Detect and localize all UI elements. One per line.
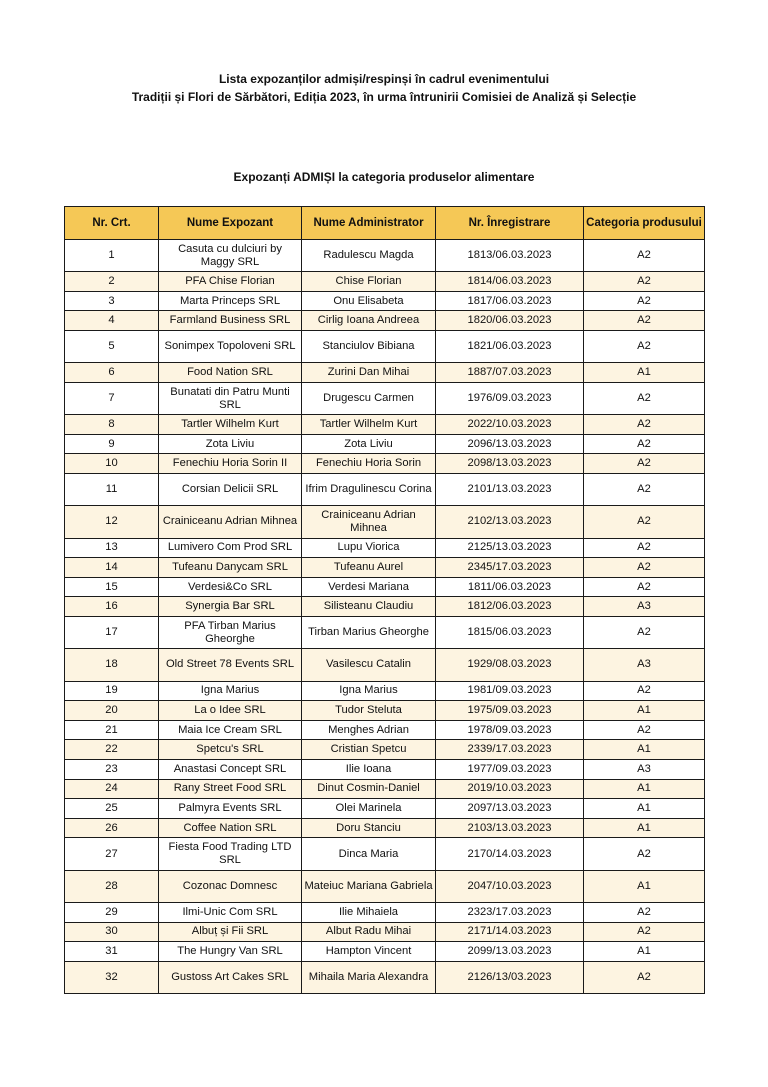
- cell-nume-expozant: Palmyra Events SRL: [159, 799, 302, 819]
- exhibitors-table: [64, 206, 705, 994]
- cell-nume-administrator: Tufeanu Aurel: [302, 558, 436, 578]
- cell-nume-expozant: Spetcu's SRL: [159, 740, 302, 760]
- table-row: [65, 291, 705, 311]
- cell-nume-administrator: Zurini Dan Mihai: [302, 363, 436, 383]
- cell-nume-expozant: The Hungry Van SRL: [159, 942, 302, 962]
- cell-nr-inregistrare: 2099/13.03.2023: [436, 942, 584, 962]
- cell-nume-expozant: Food Nation SRL: [159, 363, 302, 383]
- cell-nume-administrator: Radulescu Magda: [302, 240, 436, 272]
- cell-nr-crt: 17: [65, 617, 159, 649]
- cell-nr-inregistrare: 1817/06.03.2023: [436, 291, 584, 311]
- cell-nume-expozant: Fiesta Food Trading LTD SRL: [159, 838, 302, 870]
- cell-nr-crt: 32: [65, 961, 159, 993]
- cell-nume-administrator: Chise Florian: [302, 272, 436, 292]
- cell-nr-inregistrare: 1821/06.03.2023: [436, 331, 584, 363]
- table-row: [65, 720, 705, 740]
- header-nume-administrator: Nume Administrator: [302, 207, 436, 240]
- header-categoria-produsului: Categoria produsului: [584, 207, 705, 240]
- cell-nume-expozant: Old Street 78 Events SRL: [159, 649, 302, 681]
- cell-categoria: A1: [584, 870, 705, 902]
- cell-nr-inregistrare: 1820/06.03.2023: [436, 311, 584, 331]
- cell-nume-expozant: La o Idee SRL: [159, 701, 302, 721]
- cell-nr-inregistrare: 2102/13.03.2023: [436, 506, 584, 538]
- cell-nume-administrator: Mateiuc Mariana Gabriela: [302, 870, 436, 902]
- table-row: [65, 474, 705, 506]
- cell-nr-crt: 19: [65, 681, 159, 701]
- cell-nr-inregistrare: 1977/09.03.2023: [436, 759, 584, 779]
- cell-categoria: A1: [584, 818, 705, 838]
- cell-nr-inregistrare: 1976/09.03.2023: [436, 382, 584, 414]
- cell-categoria: A2: [584, 382, 705, 414]
- cell-nume-expozant: Casuta cu dulciuri by Maggy SRL: [159, 240, 302, 272]
- cell-categoria: A2: [584, 922, 705, 942]
- cell-categoria: A2: [584, 577, 705, 597]
- cell-nr-crt: 12: [65, 506, 159, 538]
- cell-nume-administrator: Zota Liviu: [302, 434, 436, 454]
- cell-nume-expozant: Synergia Bar SRL: [159, 597, 302, 617]
- cell-categoria: A2: [584, 558, 705, 578]
- cell-nr-crt: 13: [65, 538, 159, 558]
- cell-nume-expozant: PFA Tirban Marius Gheorghe: [159, 617, 302, 649]
- cell-categoria: A1: [584, 799, 705, 819]
- table-row: [65, 838, 705, 870]
- cell-categoria: A2: [584, 415, 705, 435]
- cell-nume-expozant: Rany Street Food SRL: [159, 779, 302, 799]
- table-row: [65, 597, 705, 617]
- cell-nr-inregistrare: 1814/06.03.2023: [436, 272, 584, 292]
- cell-nr-inregistrare: 2345/17.03.2023: [436, 558, 584, 578]
- cell-categoria: A2: [584, 434, 705, 454]
- cell-nume-administrator: Dinut Cosmin-Daniel: [302, 779, 436, 799]
- cell-categoria: A2: [584, 838, 705, 870]
- cell-nume-administrator: Dinca Maria: [302, 838, 436, 870]
- cell-categoria: A3: [584, 597, 705, 617]
- cell-nr-crt: 15: [65, 577, 159, 597]
- cell-nr-crt: 21: [65, 720, 159, 740]
- cell-nume-administrator: Vasilescu Catalin: [302, 649, 436, 681]
- cell-nr-crt: 30: [65, 922, 159, 942]
- table-row: [65, 779, 705, 799]
- table-row: [65, 818, 705, 838]
- table-body: [65, 240, 705, 994]
- cell-categoria: A1: [584, 363, 705, 383]
- table-row: [65, 363, 705, 383]
- cell-nr-crt: 22: [65, 740, 159, 760]
- cell-nr-crt: 4: [65, 311, 159, 331]
- cell-nume-administrator: Fenechiu Horia Sorin: [302, 454, 436, 474]
- table-row: [65, 922, 705, 942]
- cell-nr-crt: 9: [65, 434, 159, 454]
- table-row: [65, 331, 705, 363]
- cell-nr-inregistrare: 1929/08.03.2023: [436, 649, 584, 681]
- table-row: [65, 902, 705, 922]
- cell-nume-administrator: Mihaila Maria Alexandra: [302, 961, 436, 993]
- cell-nr-inregistrare: 2103/13.03.2023: [436, 818, 584, 838]
- cell-nume-expozant: Lumivero Com Prod SRL: [159, 538, 302, 558]
- cell-nume-administrator: Lupu Viorica: [302, 538, 436, 558]
- cell-nr-inregistrare: 2170/14.03.2023: [436, 838, 584, 870]
- cell-nume-administrator: Tudor Steluta: [302, 701, 436, 721]
- table-row: [65, 701, 705, 721]
- header-nr-crt: Nr. Crt.: [65, 207, 159, 240]
- cell-nr-inregistrare: 1813/06.03.2023: [436, 240, 584, 272]
- cell-nr-inregistrare: 1812/06.03.2023: [436, 597, 584, 617]
- cell-nume-expozant: Cozonac Domnesc: [159, 870, 302, 902]
- table-row: [65, 434, 705, 454]
- cell-nr-crt: 10: [65, 454, 159, 474]
- table-row: [65, 649, 705, 681]
- cell-nume-expozant: Gustoss Art Cakes SRL: [159, 961, 302, 993]
- cell-categoria: A1: [584, 942, 705, 962]
- cell-nume-expozant: Albuț și Fii SRL: [159, 922, 302, 942]
- cell-nr-inregistrare: 2096/13.03.2023: [436, 434, 584, 454]
- cell-nume-expozant: Corsian Delicii SRL: [159, 474, 302, 506]
- table-row: [65, 240, 705, 272]
- cell-nume-administrator: Onu Elisabeta: [302, 291, 436, 311]
- cell-nr-crt: 11: [65, 474, 159, 506]
- cell-nume-administrator: Ilie Mihaiela: [302, 902, 436, 922]
- cell-nr-crt: 2: [65, 272, 159, 292]
- cell-nr-crt: 1: [65, 240, 159, 272]
- table-row: [65, 681, 705, 701]
- cell-nume-administrator: Crainiceanu Adrian Mihnea: [302, 506, 436, 538]
- table-row: [65, 942, 705, 962]
- table-row: [65, 272, 705, 292]
- cell-categoria: A2: [584, 331, 705, 363]
- table-row: [65, 311, 705, 331]
- table-row: [65, 799, 705, 819]
- cell-nume-expozant: Fenechiu Horia Sorin II: [159, 454, 302, 474]
- cell-categoria: A2: [584, 240, 705, 272]
- cell-categoria: A2: [584, 720, 705, 740]
- table-row: [65, 870, 705, 902]
- cell-nr-inregistrare: 2339/17.03.2023: [436, 740, 584, 760]
- cell-nume-administrator: Silisteanu Claudiu: [302, 597, 436, 617]
- document-title-line2: Tradiții și Flori de Sărbători, Ediția 2023, în urma întrunirii Comisiei de Analiză și Selecție: [131, 90, 637, 104]
- cell-nume-expozant: Sonimpex Topoloveni SRL: [159, 331, 302, 363]
- cell-nr-inregistrare: 1815/06.03.2023: [436, 617, 584, 649]
- cell-categoria: A2: [584, 538, 705, 558]
- cell-categoria: A2: [584, 617, 705, 649]
- table-row: [65, 415, 705, 435]
- table-row: [65, 961, 705, 993]
- cell-nume-administrator: Albut Radu Mihai: [302, 922, 436, 942]
- cell-nume-expozant: Zota Liviu: [159, 434, 302, 454]
- cell-nr-inregistrare: 1981/09.03.2023: [436, 681, 584, 701]
- cell-nume-administrator: Menghes Adrian: [302, 720, 436, 740]
- cell-categoria: A2: [584, 506, 705, 538]
- cell-nume-administrator: Drugescu Carmen: [302, 382, 436, 414]
- cell-nr-crt: 23: [65, 759, 159, 779]
- cell-categoria: A2: [584, 454, 705, 474]
- cell-nume-expozant: Ilmi-Unic Com SRL: [159, 902, 302, 922]
- table-row: [65, 558, 705, 578]
- section-subtitle: Expozanți ADMIȘI la categoria produselor alimentare: [233, 170, 535, 184]
- cell-categoria: A1: [584, 740, 705, 760]
- cell-nume-administrator: Tirban Marius Gheorghe: [302, 617, 436, 649]
- cell-categoria: A1: [584, 779, 705, 799]
- cell-nr-inregistrare: 1975/09.03.2023: [436, 701, 584, 721]
- cell-categoria: A3: [584, 649, 705, 681]
- cell-nr-crt: 7: [65, 382, 159, 414]
- cell-nr-crt: 3: [65, 291, 159, 311]
- cell-nume-expozant: Bunatati din Patru Munti SRL: [159, 382, 302, 414]
- cell-nume-administrator: Igna Marius: [302, 681, 436, 701]
- cell-nr-inregistrare: 2171/14.03.2023: [436, 922, 584, 942]
- cell-nume-expozant: Tufeanu Danycam SRL: [159, 558, 302, 578]
- cell-nume-administrator: Tartler Wilhelm Kurt: [302, 415, 436, 435]
- cell-nume-expozant: Farmland Business SRL: [159, 311, 302, 331]
- header-nume-expozant: Nume Expozant: [159, 207, 302, 240]
- cell-nr-inregistrare: 2126/13/03.2023: [436, 961, 584, 993]
- cell-nume-administrator: Ilie Ioana: [302, 759, 436, 779]
- cell-categoria: A2: [584, 902, 705, 922]
- table-row: [65, 382, 705, 414]
- table-row: [65, 617, 705, 649]
- cell-nume-administrator: Cristian Spetcu: [302, 740, 436, 760]
- cell-nr-crt: 29: [65, 902, 159, 922]
- cell-nr-inregistrare: 2022/10.03.2023: [436, 415, 584, 435]
- cell-categoria: A1: [584, 701, 705, 721]
- cell-nr-inregistrare: 2125/13.03.2023: [436, 538, 584, 558]
- cell-nume-expozant: Crainiceanu Adrian Mihnea: [159, 506, 302, 538]
- cell-nume-expozant: Verdesi&Co SRL: [159, 577, 302, 597]
- cell-nr-inregistrare: 2047/10.03.2023: [436, 870, 584, 902]
- cell-nr-inregistrare: 2323/17.03.2023: [436, 902, 584, 922]
- table-row: [65, 759, 705, 779]
- cell-nr-inregistrare: 1811/06.03.2023: [436, 577, 584, 597]
- table-row: [65, 506, 705, 538]
- cell-categoria: A2: [584, 961, 705, 993]
- cell-nr-crt: 28: [65, 870, 159, 902]
- cell-nume-expozant: Igna Marius: [159, 681, 302, 701]
- cell-nr-crt: 20: [65, 701, 159, 721]
- cell-nr-inregistrare: 1887/07.03.2023: [436, 363, 584, 383]
- document-title-line1: Lista expozanților admiși/respinși în cadrul evenimentului: [218, 72, 550, 86]
- cell-nr-inregistrare: 2101/13.03.2023: [436, 474, 584, 506]
- cell-nume-expozant: Anastasi Concept SRL: [159, 759, 302, 779]
- cell-nume-administrator: Doru Stanciu: [302, 818, 436, 838]
- table-row: [65, 454, 705, 474]
- cell-nr-crt: 24: [65, 779, 159, 799]
- cell-nr-crt: 14: [65, 558, 159, 578]
- cell-nr-crt: 25: [65, 799, 159, 819]
- cell-categoria: A2: [584, 272, 705, 292]
- cell-categoria: A2: [584, 311, 705, 331]
- cell-nr-crt: 16: [65, 597, 159, 617]
- table-row: [65, 577, 705, 597]
- cell-nume-administrator: Cirlig Ioana Andreea: [302, 311, 436, 331]
- table-row: [65, 538, 705, 558]
- cell-nr-crt: 31: [65, 942, 159, 962]
- cell-nume-administrator: Hampton Vincent: [302, 942, 436, 962]
- cell-categoria: A3: [584, 759, 705, 779]
- cell-nr-crt: 27: [65, 838, 159, 870]
- cell-nr-inregistrare: 2019/10.03.2023: [436, 779, 584, 799]
- cell-nume-expozant: PFA Chise Florian: [159, 272, 302, 292]
- cell-nume-expozant: Maia Ice Cream SRL: [159, 720, 302, 740]
- cell-categoria: A2: [584, 474, 705, 506]
- cell-nr-crt: 26: [65, 818, 159, 838]
- cell-nume-expozant: Coffee Nation SRL: [159, 818, 302, 838]
- cell-nr-inregistrare: 1978/09.03.2023: [436, 720, 584, 740]
- cell-categoria: A2: [584, 291, 705, 311]
- cell-nume-expozant: Marta Princeps SRL: [159, 291, 302, 311]
- cell-nr-crt: 6: [65, 363, 159, 383]
- cell-nr-crt: 18: [65, 649, 159, 681]
- cell-nume-administrator: Ifrim Dragulinescu Corina: [302, 474, 436, 506]
- cell-nume-expozant: Tartler Wilhelm Kurt: [159, 415, 302, 435]
- cell-nr-crt: 8: [65, 415, 159, 435]
- cell-categoria: A2: [584, 681, 705, 701]
- cell-nume-administrator: Stanciulov Bibiana: [302, 331, 436, 363]
- table-row: [65, 740, 705, 760]
- cell-nr-inregistrare: 2098/13.03.2023: [436, 454, 584, 474]
- cell-nume-administrator: Olei Marinela: [302, 799, 436, 819]
- cell-nume-administrator: Verdesi Mariana: [302, 577, 436, 597]
- cell-nr-crt: 5: [65, 331, 159, 363]
- table-header-row: [65, 207, 705, 240]
- cell-nr-inregistrare: 2097/13.03.2023: [436, 799, 584, 819]
- header-nr-inregistrare: Nr. Înregistrare: [436, 207, 584, 240]
